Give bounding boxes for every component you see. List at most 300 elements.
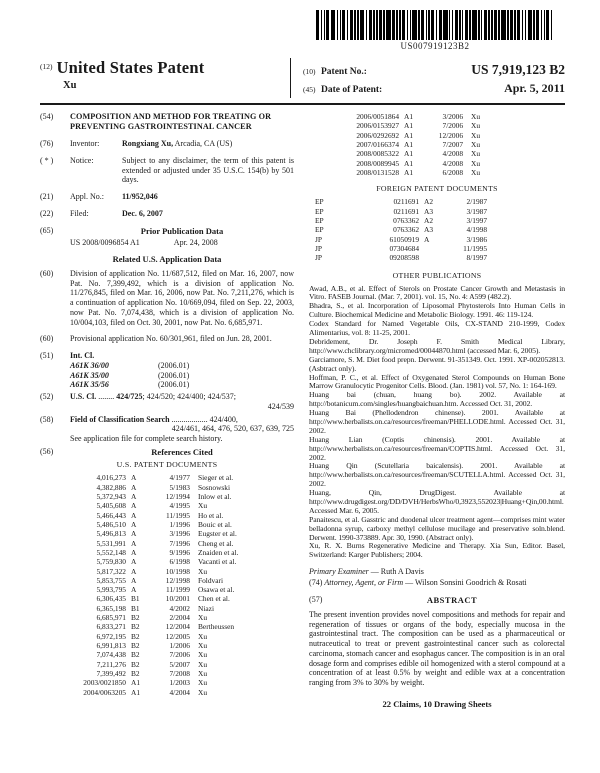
attorney-num: (74) bbox=[309, 577, 323, 587]
publication-item: Awad, A.B., et al. Effect of Sterols on Prostate Cancer Growth and Metastasis in Vitro. FASEB Journal. (Mar. 7, 2001). vol. 15, No. 4: A599 (482.2). bbox=[309, 283, 565, 302]
publication-item: Huang Qin (Scutellaria baicalensis). 2001. Available at http://www.herbalists.on.ca/resources/freeman/SCUTELLA.html. Accessed Oct. 31, 2002. bbox=[309, 461, 565, 489]
citation-kind: A1 bbox=[131, 687, 141, 697]
filed-date: Dec. 6, 2007 bbox=[122, 208, 163, 218]
citation-number: 2006/0153927 bbox=[356, 121, 400, 131]
foreign-date: 2/1987 bbox=[466, 197, 488, 207]
citation-date: 4/2008 bbox=[442, 158, 464, 168]
barcode-number: US007919123B2 bbox=[400, 41, 470, 51]
foreign-kind bbox=[419, 253, 441, 262]
citation-name: Xu bbox=[198, 613, 208, 623]
header bbox=[40, 58, 565, 98]
citation-row bbox=[40, 576, 294, 585]
attorney-name: Wilson Sonsini Goodrich & Rosati bbox=[414, 577, 527, 587]
citation-name: Xu bbox=[198, 566, 208, 576]
citation-row bbox=[40, 539, 294, 548]
citation-number: 6,833,271 bbox=[96, 622, 126, 632]
us-cl-label: U.S. Cl. bbox=[70, 392, 97, 402]
citation-date: 7/2006 bbox=[169, 650, 190, 660]
section-54-num: (54) bbox=[40, 112, 54, 121]
citation-kind: B2 bbox=[131, 641, 140, 651]
publication-item: Bhadra, S., et al. Incorporation of Liposomal Phytosterols Into Human Cells in Culture. Biochemical Medicine and Metabolic Biology. 1991. 46: 119-124. bbox=[309, 301, 565, 320]
foreign-number: 0763362 bbox=[393, 225, 420, 235]
publication-item: Huang Lian (Coptis chinensis). 2001. Available at http://www.herbalists.on.ca/resources/freeman/COPTIS.html. Accessed Oct. 31, 2002. bbox=[309, 434, 565, 462]
claims-line: 22 Claims, 10 Drawing Sheets bbox=[382, 698, 492, 709]
foreign-citations bbox=[309, 197, 565, 262]
section-57-num: (57) bbox=[309, 594, 323, 604]
foreign-number: 09208598 bbox=[389, 253, 420, 263]
foreign-number: 07304684 bbox=[389, 243, 420, 253]
field-search-value: 424/400, bbox=[209, 414, 238, 424]
section-58-num: (58) bbox=[40, 414, 54, 424]
citation-row bbox=[40, 688, 294, 697]
primary-examiner-label: Primary Examiner bbox=[309, 567, 369, 577]
int-cl-version: (2006.01) bbox=[158, 360, 190, 370]
section-56-references bbox=[40, 447, 294, 457]
section-52-num: (52) bbox=[40, 392, 54, 402]
foreign-country: JP bbox=[315, 253, 323, 263]
invention-title: COMPOSITION AND METHOD FOR TREATING OR PREVENTING GASTROINTESTINAL CANCER bbox=[70, 112, 272, 131]
other-publications-heading: OTHER PUBLICATIONS bbox=[392, 270, 482, 280]
citation-kind: A bbox=[131, 566, 137, 576]
citation-kind: A1 bbox=[404, 149, 414, 159]
division-history-text: Division of application No. 11/687,512, filed on Mar. 16, 2007, now Pat. No. 7,399,492, which is a division of application No. 11/276,845, filed on Mar. 16, 2006, now Pat. No. 7,211,276, which is a continuation of application No. 10/669,094, filed on Sep. 22, 2003, now Pat. No. 7,074,438, which is a division of application No. 10/004,103, filed on Oct. 30, 2001, now Pat. No. 6,685,971. bbox=[70, 268, 295, 327]
examiner-block bbox=[309, 567, 565, 588]
citation-kind: A bbox=[131, 473, 137, 483]
foreign-number: 61050919 bbox=[389, 234, 420, 244]
citation-date: 6/2008 bbox=[442, 167, 464, 177]
citation-kind: B2 bbox=[131, 631, 140, 641]
attorney-line bbox=[309, 578, 565, 588]
citation-row bbox=[40, 585, 294, 594]
related-data-heading: Related U.S. Application Data bbox=[112, 253, 222, 264]
citation-date: 5/1983 bbox=[169, 482, 190, 492]
abstract-heading-row bbox=[309, 595, 565, 605]
citation-date: 3/2006 bbox=[442, 112, 464, 121]
citation-row bbox=[40, 678, 294, 687]
barcode-block bbox=[288, 10, 582, 51]
citation-date: 12/1998 bbox=[165, 575, 190, 585]
citation-row bbox=[313, 140, 565, 149]
citation-number: 7,399,492 bbox=[96, 669, 126, 679]
citation-number: 2004/0063205 bbox=[83, 687, 126, 697]
citation-kind: B2 bbox=[131, 659, 140, 669]
citation-date: 5/2007 bbox=[169, 659, 190, 669]
citation-name: Cheng et al. bbox=[198, 538, 234, 548]
citation-date: 7/1996 bbox=[169, 538, 190, 548]
foreign-country: EP bbox=[315, 197, 324, 207]
header-divider bbox=[40, 103, 565, 105]
citation-date: 12/2005 bbox=[165, 631, 190, 641]
citation-row bbox=[313, 131, 565, 140]
citation-name: Eugster et al. bbox=[198, 529, 237, 539]
citation-row bbox=[313, 112, 565, 121]
citation-date: 4/2002 bbox=[169, 603, 190, 613]
us-cl-overflow: 424/539 bbox=[267, 401, 295, 411]
foreign-country: EP bbox=[315, 225, 324, 235]
prior-publication-number: US 2008/0096854 A1 bbox=[70, 237, 140, 247]
foreign-kind: A2 bbox=[424, 215, 434, 225]
citation-row bbox=[313, 159, 565, 168]
citation-row bbox=[40, 483, 294, 492]
section-51-num: (51) bbox=[40, 351, 54, 361]
citation-date: 10/1998 bbox=[165, 566, 190, 576]
notice-label: Notice: bbox=[70, 155, 94, 165]
int-cl-list bbox=[70, 361, 294, 390]
citation-row bbox=[40, 473, 294, 482]
citation-date: 7/2007 bbox=[442, 139, 464, 149]
citation-kind: A1 bbox=[404, 167, 414, 177]
citation-row bbox=[40, 641, 294, 650]
foreign-number: 0211691 bbox=[393, 197, 420, 207]
citation-name: Bouic et al. bbox=[198, 519, 232, 529]
publication-item: Panaitescu, et al. Gasstric and duodenal ulcer treatment agent—comprises mint water belladonna syrup, carboxy methyl cellulose mucilage and preservative soln.blend. Derwent. 1990-373889. Apr. 30, 1990. (Abstract only). bbox=[309, 514, 565, 542]
section-21-num: (21) bbox=[40, 192, 54, 201]
inventor-label: Inventor: bbox=[70, 139, 100, 148]
section-22-filed bbox=[40, 209, 294, 219]
foreign-date: 3/1986 bbox=[466, 234, 488, 244]
citation-row bbox=[40, 548, 294, 557]
publication-item: Garciamore, S. M. Diet food prepn. Derwent. 91-351349. Oct. 1991. XP-002052813. (Asbtract only). bbox=[309, 354, 565, 373]
publication-item: Huang Bai (Phellodendron chinense). 2001. Available at http://www.herbalists.on.ca/resources/freeman/PHELLODE.html. Accessed Oct. 31, 2002. bbox=[309, 408, 565, 435]
citation-row bbox=[40, 557, 294, 566]
citation-name: Xu bbox=[471, 139, 481, 149]
dash-separator: — bbox=[368, 567, 381, 577]
citation-row bbox=[40, 520, 294, 529]
int-cl-label: Int. Cl. bbox=[70, 351, 95, 361]
foreign-citation-row bbox=[315, 225, 565, 234]
filed-label: Filed: bbox=[70, 208, 89, 218]
citation-row bbox=[40, 529, 294, 538]
citation-name: Xu bbox=[198, 659, 208, 669]
section-76-num: (76) bbox=[40, 139, 54, 148]
citation-row bbox=[40, 632, 294, 641]
patent-no-label: Patent No.: bbox=[321, 67, 367, 77]
citation-name: Foldvari bbox=[198, 575, 224, 585]
citation-kind: B2 bbox=[131, 613, 140, 623]
notice-text: Subject to any disclaimer, the term of this patent is extended or adjusted under 35 U.S.C. 154(b) by 501 days. bbox=[122, 155, 295, 185]
foreign-citation-row bbox=[315, 235, 565, 244]
foreign-citation-row bbox=[315, 207, 565, 216]
publications-list bbox=[309, 285, 565, 561]
page-title: United States Patent bbox=[56, 58, 205, 77]
section-60-division bbox=[40, 269, 294, 328]
section-51-int-cl bbox=[40, 351, 294, 390]
section-52-us-cl bbox=[40, 392, 294, 412]
citation-kind: A1 bbox=[404, 130, 414, 140]
citation-number: 7,211,276 bbox=[96, 659, 126, 669]
citation-row bbox=[40, 501, 294, 510]
prior-publication-heading: Prior Publication Data bbox=[140, 225, 224, 236]
kind-code-45: (45) bbox=[303, 84, 316, 94]
citation-number: 5,486,510 bbox=[96, 519, 126, 529]
citation-number: 6,991,813 bbox=[96, 641, 126, 651]
citation-kind: B2 bbox=[131, 669, 140, 679]
publication-item: Debridement, Dr. Joseph F. Smith Medical Library, http://www.chclibrary.org/micromed/00044870.html (accessed Mar. 6, 2005). bbox=[309, 336, 565, 355]
field-search-note: See application file for complete search history. bbox=[70, 434, 223, 444]
citation-kind: A bbox=[131, 547, 137, 557]
field-search-label: Field of Classification Search bbox=[70, 414, 170, 424]
citation-date: 1/2006 bbox=[169, 641, 190, 651]
foreign-date: 4/1998 bbox=[466, 225, 488, 235]
us-citations-left bbox=[40, 473, 294, 697]
citation-row bbox=[40, 660, 294, 669]
citation-name: Sosnowski bbox=[198, 482, 231, 492]
citation-number: 5,853,755 bbox=[96, 575, 126, 585]
citation-number: 5,372,943 bbox=[96, 491, 126, 501]
section-65 bbox=[40, 226, 294, 236]
int-cl-code: A61K 35/00 bbox=[70, 370, 109, 380]
citation-row bbox=[313, 168, 565, 177]
inventor-address: Arcadia, CA (US) bbox=[173, 139, 233, 148]
date-of-patent-label: Date of Patent: bbox=[321, 84, 383, 95]
citation-kind: A1 bbox=[404, 139, 414, 149]
publication-item: Hoffman, P. C., et al. Effect of Oxygenated Sterol Compounds on Human Bone Marrow Granulocytic Progenitor Cells. Blood. (Jan. 1981) vol. 57, No. 1: 164-169. bbox=[309, 372, 565, 391]
citation-name: Xu bbox=[471, 121, 481, 131]
citation-name: Xu bbox=[198, 501, 208, 511]
citation-name: Niazi bbox=[198, 603, 215, 613]
citation-number: 5,466,443 bbox=[96, 510, 126, 520]
citation-name: Xu bbox=[471, 130, 481, 140]
section-22-num: (22) bbox=[40, 208, 54, 218]
citation-date: 11/1995 bbox=[166, 510, 190, 520]
citation-number: 5,552,148 bbox=[96, 547, 126, 557]
citation-name: Xu bbox=[471, 112, 481, 121]
citation-kind: A1 bbox=[404, 158, 414, 168]
citation-row bbox=[313, 149, 565, 158]
citation-number: 5,531,991 bbox=[96, 538, 126, 548]
citation-name: Vacanti et al. bbox=[198, 557, 237, 567]
section-65-num: (65) bbox=[40, 225, 54, 235]
foreign-kind: A3 bbox=[424, 206, 434, 216]
foreign-citation-row bbox=[315, 197, 565, 206]
inventor-value bbox=[122, 139, 232, 149]
citation-name: Xu bbox=[198, 669, 208, 679]
foreign-country: JP bbox=[315, 234, 323, 244]
citation-kind: A bbox=[131, 575, 137, 585]
citation-kind: A bbox=[131, 585, 137, 595]
notice-num: ( * ) bbox=[40, 155, 54, 165]
citation-number: 2006/0292692 bbox=[356, 130, 400, 140]
citation-date: 12/2004 bbox=[165, 622, 190, 632]
citation-date: 12/2006 bbox=[438, 130, 464, 140]
int-cl-version: (2006.01) bbox=[158, 370, 190, 380]
publication-item: Codex Standard for Named Vegetable Oils, CX-STAND 210-1999, Codex Alimentarius, vol. 8: 11-25, 2001. bbox=[309, 319, 565, 338]
citation-name: Ho et al. bbox=[198, 510, 224, 520]
inventor-name: Rongxiang Xu, bbox=[122, 139, 174, 148]
citation-number: 5,817,322 bbox=[96, 566, 126, 576]
citation-number: 6,365,198 bbox=[96, 603, 126, 613]
section-60-provisional bbox=[40, 334, 294, 344]
body-columns bbox=[40, 112, 565, 767]
publication-item: Huang bai (chuan, huang bo). 2002. Available at http://botanicum.com/singles/huangbaichuan.htm. Accessed Oct. 31, 2002. bbox=[309, 390, 565, 409]
citation-number: 6,972,195 bbox=[96, 631, 126, 641]
citation-kind: B1 bbox=[131, 603, 140, 613]
citation-kind: A1 bbox=[131, 678, 141, 688]
citation-kind: A1 bbox=[404, 112, 414, 121]
citation-date: 4/1995 bbox=[169, 501, 190, 511]
foreign-patent-documents-heading: FOREIGN PATENT DOCUMENTS bbox=[376, 184, 498, 194]
section-54-title bbox=[40, 112, 294, 132]
citation-name: Xu bbox=[471, 149, 481, 159]
citation-number: 5,405,608 bbox=[96, 501, 126, 511]
int-cl-code: A61K 36/00 bbox=[70, 360, 109, 370]
section-notice bbox=[40, 156, 294, 185]
foreign-country: EP bbox=[315, 206, 324, 216]
section-21-appl-no bbox=[40, 192, 294, 202]
citation-name: Xu bbox=[198, 650, 208, 660]
citation-kind: A bbox=[131, 491, 137, 501]
citation-date: 4/2008 bbox=[442, 149, 464, 159]
citation-number: 4,016,273 bbox=[96, 473, 126, 483]
citation-name: Znaiden et al. bbox=[198, 547, 239, 557]
section-60b-num: (60) bbox=[40, 334, 54, 344]
left-column bbox=[40, 112, 296, 767]
citation-date: 9/1996 bbox=[169, 547, 190, 557]
foreign-country: JP bbox=[315, 243, 323, 253]
citation-row bbox=[40, 492, 294, 501]
section-56-num: (56) bbox=[40, 446, 54, 456]
citation-name: Xu bbox=[198, 687, 208, 697]
citation-number: 2008/0089945 bbox=[356, 158, 400, 168]
foreign-citation-row bbox=[315, 216, 565, 225]
foreign-date: 3/1997 bbox=[466, 215, 488, 225]
abstract-heading: ABSTRACT bbox=[426, 594, 478, 605]
citation-number: 6,685,971 bbox=[96, 613, 126, 623]
int-cl-row bbox=[70, 380, 294, 390]
references-cited-heading: References Cited bbox=[151, 446, 213, 457]
foreign-date: 11/1995 bbox=[463, 243, 488, 253]
citation-date: 11/1999 bbox=[166, 585, 190, 595]
foreign-kind: A bbox=[424, 234, 430, 244]
foreign-kind: A3 bbox=[424, 225, 434, 235]
citation-name: Osawa et al. bbox=[198, 585, 235, 595]
citation-date: 4/1977 bbox=[169, 473, 190, 483]
appl-no-value: 11/952,046 bbox=[122, 192, 158, 201]
citation-number: 2006/0051864 bbox=[356, 112, 400, 121]
section-76-inventor bbox=[40, 139, 294, 149]
int-cl-row bbox=[70, 371, 294, 381]
citation-row bbox=[40, 669, 294, 678]
attorney-label: Attorney, Agent, or Firm bbox=[324, 577, 404, 587]
patent-number: US 7,919,123 B2 bbox=[471, 62, 565, 77]
foreign-kind: A2 bbox=[424, 197, 434, 207]
citation-kind: A bbox=[131, 510, 137, 520]
us-cl-primary: 424/725 bbox=[116, 392, 143, 402]
foreign-citation-row bbox=[315, 253, 565, 262]
citation-number: 5,496,813 bbox=[96, 529, 126, 539]
citation-kind: A bbox=[131, 538, 137, 548]
citation-kind: B2 bbox=[131, 622, 140, 632]
foreign-citation-row bbox=[315, 244, 565, 253]
citation-kind: A bbox=[131, 482, 137, 492]
foreign-date: 8/1997 bbox=[466, 253, 488, 263]
foreign-number: 0211691 bbox=[393, 206, 420, 216]
int-cl-code: A61K 35/56 bbox=[70, 380, 109, 390]
kind-code-10: (10) bbox=[303, 67, 316, 76]
date-of-patent: Apr. 5, 2011 bbox=[504, 80, 565, 95]
right-column bbox=[309, 112, 565, 767]
citation-name: Inlow et al. bbox=[198, 491, 232, 501]
citation-number: 2008/0085322 bbox=[356, 149, 400, 159]
barcode-icon bbox=[288, 10, 582, 40]
citation-number: 5,759,830 bbox=[96, 557, 126, 567]
foreign-number: 0763362 bbox=[393, 215, 420, 225]
citation-date: 4/2004 bbox=[169, 687, 190, 697]
citation-date: 7/2008 bbox=[169, 669, 190, 679]
citation-row bbox=[40, 613, 294, 622]
citation-kind: B1 bbox=[131, 594, 140, 604]
us-cl-rest: ; 424/520; 424/400; 424/537; bbox=[142, 392, 237, 402]
primary-examiner-line bbox=[309, 567, 565, 577]
citation-date: 12/1994 bbox=[165, 491, 190, 501]
prior-publication-row bbox=[40, 238, 294, 247]
citation-row bbox=[40, 594, 294, 603]
citation-name: Sieger et al. bbox=[198, 473, 234, 483]
citation-date: 7/2006 bbox=[442, 121, 464, 131]
kind-code-12: (12) bbox=[40, 62, 53, 71]
section-58-field-search bbox=[40, 415, 294, 444]
citation-row bbox=[40, 511, 294, 520]
citation-kind: A bbox=[131, 557, 137, 567]
provisional-text: Provisional application No. 60/301,961, filed on Jun. 28, 2001. bbox=[70, 334, 272, 344]
citation-number: 5,993,795 bbox=[96, 585, 126, 595]
citation-number: 7,074,438 bbox=[96, 650, 126, 660]
citation-kind: A1 bbox=[404, 121, 414, 131]
citation-row bbox=[40, 622, 294, 631]
abstract-text: The present invention provides novel compositions and methods for repair and regeneration of tissues or organs of the body, especially mucosa in the gastrointestinal tract. The composition can be used as a pharmaceutical or nutraceutical to treat or prevent gastrointestinal cancer such as colorectal carcinoma, stomach cancer and esophagus cancer. The composition is in an oral dosage form and comprises edible oil homogenized with a sterol compound at a concentration of at least 0.5% by weight and edible wax at a concentration ranging from 3% to 30% by weight. bbox=[309, 609, 565, 688]
us-citations-right bbox=[309, 112, 565, 177]
citation-row bbox=[40, 650, 294, 659]
publication-item: Huang, Qin, DrugDigest. Available at http://www.drugdigest.org/DD/DVH/HerbsWho/0,3923,552023|Huang+Qin,00.html. Accessed Mar. 6, 2005. bbox=[309, 488, 565, 515]
citation-number: 4,382,886 bbox=[96, 482, 126, 492]
primary-examiner-name: Ruth A Davis bbox=[380, 567, 424, 577]
citation-name: Xu bbox=[198, 631, 208, 641]
citation-name: Xu bbox=[471, 158, 481, 168]
citation-name: Bertheussen bbox=[198, 622, 235, 632]
int-cl-version: (2006.01) bbox=[158, 380, 190, 390]
citation-name: Xu bbox=[471, 167, 481, 177]
citation-number: 2007/0166374 bbox=[356, 139, 400, 149]
header-left bbox=[40, 58, 290, 98]
field-search-leader-dots: .................. bbox=[171, 414, 208, 424]
appl-no-label: Appl. No.: bbox=[70, 192, 104, 201]
citation-kind: B2 bbox=[131, 650, 140, 660]
citation-date: 3/1996 bbox=[169, 529, 190, 539]
citation-name: Chen et al. bbox=[198, 594, 230, 604]
citation-row bbox=[313, 121, 565, 130]
us-patent-documents-heading: U.S. PATENT DOCUMENTS bbox=[116, 460, 218, 470]
citation-kind: A bbox=[131, 519, 137, 529]
foreign-country: EP bbox=[315, 215, 324, 225]
citation-date: 1/2003 bbox=[169, 678, 190, 688]
citation-name: Xu bbox=[198, 678, 208, 688]
citation-number: 6,306,435 bbox=[96, 594, 126, 604]
citation-date: 2/2004 bbox=[169, 613, 190, 623]
header-right bbox=[290, 58, 565, 98]
int-cl-row bbox=[70, 361, 294, 371]
applicant-name: Xu bbox=[63, 80, 77, 91]
field-search-line2: 424/461, 464, 476, 520, 637, 639, 725 bbox=[171, 424, 295, 434]
citation-kind: A bbox=[131, 501, 137, 511]
citation-date: 1/1996 bbox=[169, 519, 190, 529]
citation-row bbox=[40, 567, 294, 576]
section-60a-num: (60) bbox=[40, 268, 54, 278]
citation-number: 2008/0131528 bbox=[356, 167, 400, 177]
citation-kind: A bbox=[131, 529, 137, 539]
us-cl-leader-dots: ........ bbox=[98, 392, 115, 402]
foreign-kind bbox=[419, 244, 441, 253]
prior-publication-date: Apr. 24, 2008 bbox=[173, 237, 218, 247]
